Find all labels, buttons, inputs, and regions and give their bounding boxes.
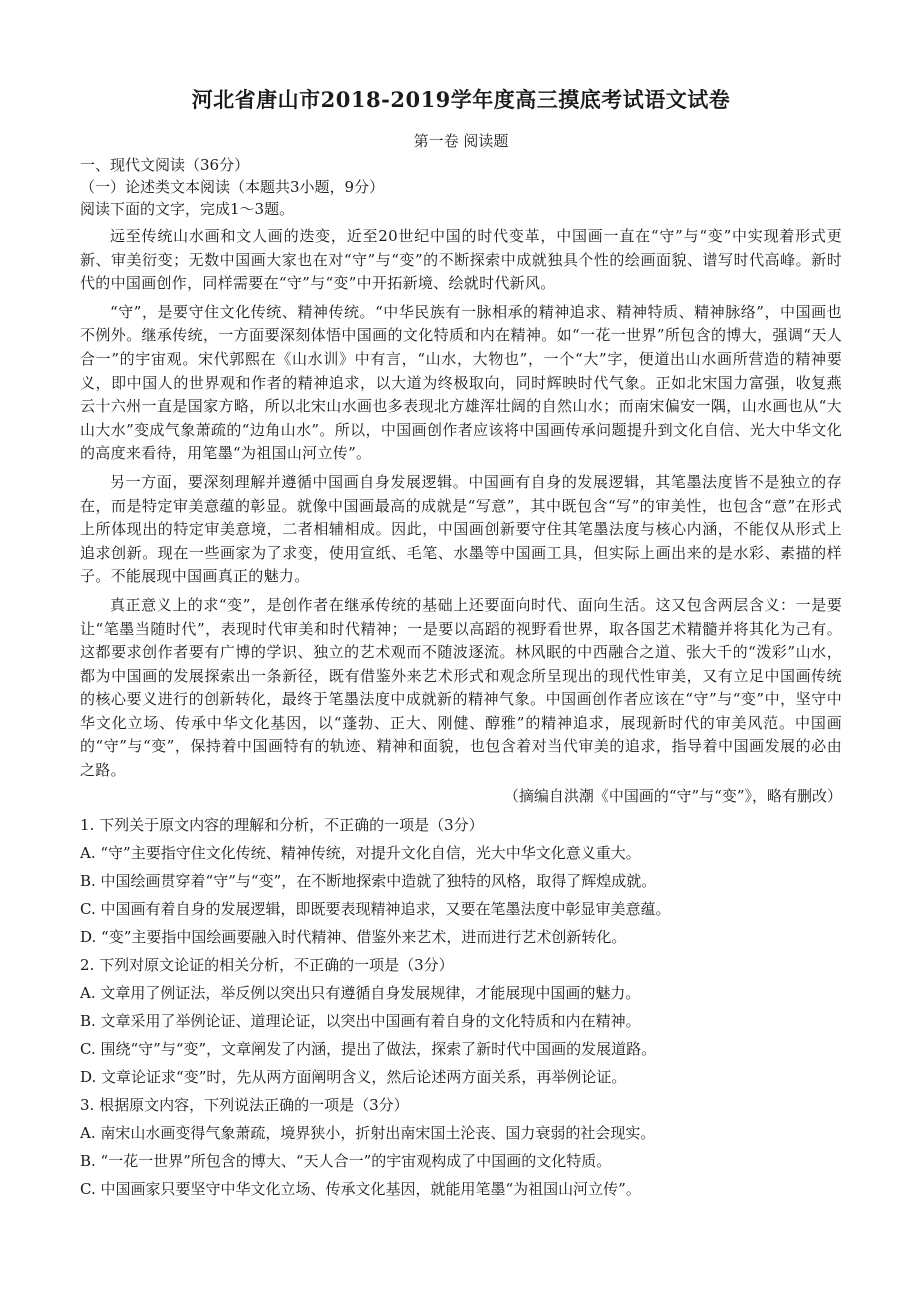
passage-paragraph-2: “守”，是要守住文化传统、精神传统。“中华民族有一脉相承的精神追求、精神特质、精神脉络”，中国画也不例外。继承传统，一方面要深刻体悟中国画的文化特质和内在精神。如“一花一世界”所包含的博大，强调“天人合一”的宇宙观。宋代郭熙在《山水训》中有言，“山水，大物也”，一个“大”字，便道出山水画所营造的精神要义，即中国人的世界观和作者的精神追求，以大道为终极取向，同时辉映时代气象。正如北宋国力富强，收复燕云十六州一直是国家方略，所以北宋山水画也多表现北方雄浑壮阔的自然山水；而南宋偏安一隅，山水画也从“大山大水”变成气象萧疏的“边角山水”。所以，中国画创作者应该将中国画传承问题提升到文化自信、光大中华文化的高度来看待，用笔墨“为祖国山河立传”。 xyxy=(80,302,842,463)
question-2-stem: 2. 下列对原文论证的相关分析，不正确的一项是（3分） xyxy=(80,955,454,974)
question-1-option-d: D. “变”主要指中国绘画要融入时代精神、借鉴外来艺术，进而进行艺术创新转化。 xyxy=(80,927,627,946)
section-heading: 一、现代文阅读（36分） xyxy=(80,156,250,174)
subsection-heading: （一）论述类文本阅读（本题共3小题，9分） xyxy=(80,178,385,196)
question-2-option-c: C. 围绕“守”与“变”，文章阐发了内涵，提出了做法，探索了新时代中国画的发展道路。 xyxy=(80,1039,657,1058)
passage-paragraph-4: 真正意义上的求“变”，是创作者在继承传统的基础上还要面向时代、面向生活。这又包含两层含义：一是要让“笔墨当随时代”，表现时代审美和时代精神；一是要以高蹈的视野看世界，取各国艺术精髓并将其化为己有。这都要求创作者要有广博的学识、独立的艺术观而不随波逐流。林风眠的中西融合之道、张大千的“泼彩”山水，都为中国画的发展探索出一条新径，既有借鉴外来艺术形式和观念所呈现出的现代性审美，又有立足中国画传统的核心要义进行的创新转化，最终于笔墨法度中成就新的精神气象。中国画创作者应该在“守”与“变”中，坚守中华文化立场、传承中华文化基因，以“蓬勃、正大、刚健、醇雅”的精神追求，展现新时代的审美风范。中国画的“守”与“变”，保持着中国画特有的轨迹、精神和面貌，也包含着对当代审美的追求，指导着中国画发展的必由之路。 xyxy=(80,595,842,780)
question-1-stem: 1. 下列关于原文内容的理解和分析，不正确的一项是（3分） xyxy=(80,815,484,834)
passage-paragraph-1: 远至传统山水画和文人画的迭变，近至20世纪中国的时代变革，中国画一直在“守”与“变”中实现着形式更新、审美衍变；无数中国画大家也在对“守”与“变”的不断探索中成就独具个性的绘画面貌、谱写时代高峰。新时代的中国画创作，同样需要在“守”与“变”中开拓新境、绘就时代新风。 xyxy=(80,227,842,293)
passage-source: （摘编自洪潮《中国画的“守”与“变”》，略有删改） xyxy=(503,786,842,805)
question-3-option-b: B. “一花一世界”所包含的博大、“天人合一”的宇宙观构成了中国画的文化特质。 xyxy=(80,1151,612,1170)
question-1-option-a: A. “守”主要指守住文化传统、精神传统，对提升文化自信，光大中华文化意义重大。 xyxy=(80,843,641,862)
exam-page xyxy=(80,84,842,1200)
question-1-option-b: B. 中国绘画贯穿着“守”与“变”，在不断地探索中造就了独特的风格，取得了辉煌成就。 xyxy=(80,871,657,890)
reading-instruction: 阅读下面的文字，完成1～3题。 xyxy=(80,200,295,218)
question-3-option-a: A. 南宋山水画变得气象萧疏，境界狭小，折射出南宋国土沦丧、国力衰弱的社会现实。 xyxy=(80,1123,656,1142)
passage-paragraph-3: 另一方面，要深刻理解并遵循中国画自身发展逻辑。中国画有自身的发展逻辑，其笔墨法度皆不是独立的存在，而是特定审美意蕴的彰显。就像中国画最高的成就是“写意”，其中既包含“写”的审美性，也包含“意”在形式上所体现出的特定审美意境，二者相辅相成。因此，中国画创新要守住其笔墨法度与核心内涵，不能仅从形式上追求创新。现在一些画家为了求变，使用宣纸、毛笔、水墨等中国画工具，但实际上画出来的是水彩、素描的样子。不能展现中国画真正的魅力。 xyxy=(80,472,842,586)
part-heading: 第一卷 阅读题 xyxy=(413,132,509,150)
question-2-option-a: A. 文章用了例证法，举反例以突出只有遵循自身发展规律，才能展现中国画的魅力。 xyxy=(80,983,641,1002)
question-2-option-d: D. 文章论证求“变”时，先从两方面阐明含义，然后论述两方面关系，再举例论证。 xyxy=(80,1067,627,1086)
exam-title: 河北省唐山市2018-2019学年度高三摸底考试语文试卷 xyxy=(191,87,731,112)
question-2-option-b: B. 文章采用了举例论证、道理论证，以突出中国画有着自身的文化特质和内在精神。 xyxy=(80,1011,641,1030)
question-3-stem: 3. 根据原文内容，下列说法正确的一项是（3分） xyxy=(80,1095,409,1114)
question-1-option-c: C. 中国画有着自身的发展逻辑，即既要表现精神追求，又要在笔墨法度中彰显审美意蕴。 xyxy=(80,899,671,918)
question-3-option-c: C. 中国画家只要坚守中华文化立场、传承文化基因，就能用笔墨“为祖国山河立传”。 xyxy=(80,1179,641,1198)
